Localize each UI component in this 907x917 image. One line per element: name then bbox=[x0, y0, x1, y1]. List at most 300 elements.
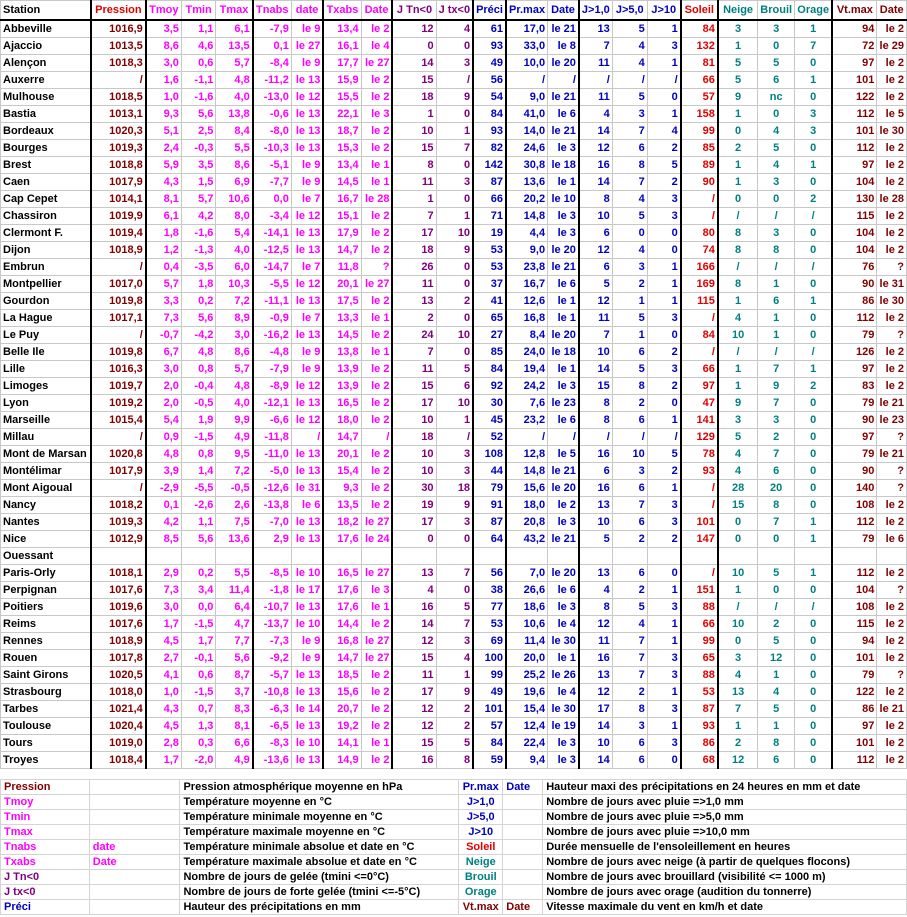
data-cell: -11,2 bbox=[253, 72, 292, 89]
station-name-cell: Bastia bbox=[1, 106, 91, 123]
data-cell: 85 bbox=[473, 344, 506, 361]
data-cell: 4 bbox=[612, 38, 647, 55]
data-cell: 1 bbox=[647, 20, 680, 38]
data-cell: 1018,3 bbox=[91, 55, 146, 72]
data-cell: 1 bbox=[647, 106, 680, 123]
column-header: Date bbox=[877, 1, 907, 21]
data-cell: le 2 bbox=[361, 327, 392, 344]
data-cell: 1 bbox=[795, 531, 833, 548]
data-cell: 13 bbox=[718, 684, 758, 701]
data-cell: 8,1 bbox=[146, 191, 182, 208]
data-cell: 112 bbox=[832, 140, 877, 157]
data-cell: le 2 bbox=[877, 378, 907, 395]
data-cell: le 9 bbox=[291, 344, 323, 361]
data-cell: 8,1 bbox=[216, 718, 253, 735]
column-header: J>10 bbox=[647, 1, 680, 21]
legend-key: Tmin bbox=[1, 810, 90, 825]
data-cell: 4 bbox=[718, 310, 758, 327]
data-cell: 5,6 bbox=[181, 310, 215, 327]
data-cell: le 2 bbox=[877, 72, 907, 89]
data-cell bbox=[506, 548, 548, 565]
data-cell: 9 bbox=[718, 89, 758, 106]
data-cell: / bbox=[681, 565, 718, 582]
data-cell: le 9 bbox=[291, 650, 323, 667]
legend-row bbox=[1, 795, 907, 810]
data-cell: 53 bbox=[473, 242, 506, 259]
data-cell: -1,3 bbox=[181, 242, 215, 259]
data-cell: -0,1 bbox=[181, 650, 215, 667]
data-cell: -1,6 bbox=[181, 225, 215, 242]
data-cell: 1020,5 bbox=[91, 667, 146, 684]
legend-key-date bbox=[503, 885, 543, 900]
data-cell: 5,4 bbox=[216, 225, 253, 242]
data-cell: le 2 bbox=[361, 395, 392, 412]
legend-key: Tnabs bbox=[1, 840, 90, 855]
data-cell: -8,3 bbox=[253, 735, 292, 752]
data-cell: 17,6 bbox=[323, 582, 361, 599]
station-name-cell: Ouessant bbox=[1, 548, 91, 565]
data-cell: 3 bbox=[436, 446, 473, 463]
data-cell: 0 bbox=[795, 752, 833, 769]
data-cell: 0,6 bbox=[181, 55, 215, 72]
data-cell: 122 bbox=[832, 89, 877, 106]
data-cell: 11,4 bbox=[216, 582, 253, 599]
data-cell: 13,4 bbox=[323, 20, 361, 38]
legend-description: Température maximale absolue et date en °C bbox=[180, 855, 459, 870]
data-cell: 1018,9 bbox=[91, 633, 146, 650]
data-cell: 45 bbox=[473, 412, 506, 429]
data-cell: 7 bbox=[612, 123, 647, 140]
data-cell: / bbox=[681, 310, 718, 327]
data-cell: 7 bbox=[758, 361, 795, 378]
data-cell: 16,7 bbox=[506, 276, 548, 293]
data-cell: 14 bbox=[579, 123, 612, 140]
data-cell: 14,4 bbox=[323, 616, 361, 633]
data-cell: 1 bbox=[795, 20, 833, 38]
data-cell: 1 bbox=[795, 361, 833, 378]
data-cell: 4,2 bbox=[181, 208, 215, 225]
data-cell: 1021,4 bbox=[91, 701, 146, 718]
data-cell: -5,1 bbox=[253, 157, 292, 174]
data-cell: 12 bbox=[579, 293, 612, 310]
station-name-cell: Toulouse bbox=[1, 718, 91, 735]
data-cell: le 13 bbox=[291, 225, 323, 242]
data-cell: -8,5 bbox=[253, 565, 292, 582]
column-header: J Tn<0 bbox=[392, 1, 436, 21]
data-cell: 0,0 bbox=[253, 191, 292, 208]
data-cell: 3 bbox=[647, 650, 680, 667]
data-cell: -1,5 bbox=[181, 616, 215, 633]
data-cell: 142 bbox=[473, 157, 506, 174]
data-cell: le 1 bbox=[361, 344, 392, 361]
data-cell: 3,5 bbox=[181, 157, 215, 174]
data-cell: 3 bbox=[436, 633, 473, 650]
data-cell: 2,7 bbox=[146, 650, 182, 667]
legend-description: Nombre de jours avec pluie =>1,0 mm bbox=[543, 795, 907, 810]
data-cell: le 2 bbox=[361, 446, 392, 463]
data-cell: 1 bbox=[647, 276, 680, 293]
data-cell: 10 bbox=[718, 565, 758, 582]
data-cell: 12 bbox=[392, 633, 436, 650]
data-cell: 19,2 bbox=[323, 718, 361, 735]
data-cell: 4 bbox=[718, 463, 758, 480]
data-cell: le 6 bbox=[548, 582, 579, 599]
data-cell: 10 bbox=[579, 208, 612, 225]
data-cell: 15,6 bbox=[323, 684, 361, 701]
data-cell: 15,4 bbox=[506, 701, 548, 718]
data-cell: 25,2 bbox=[506, 667, 548, 684]
data-cell: 2 bbox=[612, 276, 647, 293]
data-cell: -10,3 bbox=[253, 140, 292, 157]
data-cell: 13,6 bbox=[506, 174, 548, 191]
data-cell: le 27 bbox=[361, 650, 392, 667]
data-cell: 17 bbox=[392, 514, 436, 531]
data-cell: le 2 bbox=[877, 20, 907, 38]
data-cell: 0 bbox=[647, 327, 680, 344]
data-cell: 9 bbox=[436, 497, 473, 514]
data-cell: le 1 bbox=[548, 174, 579, 191]
data-cell: 6,1 bbox=[216, 20, 253, 38]
legend-description: Température minimale moyenne en °C bbox=[180, 810, 459, 825]
data-cell: 87 bbox=[473, 514, 506, 531]
data-cell: le 10 bbox=[291, 735, 323, 752]
data-cell: 101 bbox=[832, 650, 877, 667]
data-cell: le 2 bbox=[877, 497, 907, 514]
data-cell: 66 bbox=[681, 72, 718, 89]
data-cell: 6 bbox=[612, 752, 647, 769]
data-cell: 0 bbox=[647, 752, 680, 769]
table-row bbox=[1, 497, 907, 514]
data-cell: 1 bbox=[612, 327, 647, 344]
data-cell: le 13 bbox=[291, 106, 323, 123]
data-cell: le 7 bbox=[291, 310, 323, 327]
data-cell: 11 bbox=[579, 55, 612, 72]
legend-key: J tx<0 bbox=[1, 885, 90, 900]
data-cell: -6,3 bbox=[253, 701, 292, 718]
data-cell: 8 bbox=[579, 599, 612, 616]
data-cell: 1,2 bbox=[146, 242, 182, 259]
data-cell: le 3 bbox=[548, 735, 579, 752]
legend-key: Pr.max bbox=[459, 780, 503, 795]
data-cell: -13,7 bbox=[253, 616, 292, 633]
data-cell: -12,1 bbox=[253, 395, 292, 412]
data-cell: le 13 bbox=[291, 123, 323, 140]
data-cell: / bbox=[91, 429, 146, 446]
legend-key: Vt.max bbox=[459, 900, 503, 915]
data-cell: 24,6 bbox=[506, 140, 548, 157]
data-cell: 115 bbox=[681, 293, 718, 310]
legend-row bbox=[1, 885, 907, 900]
data-cell: 1,7 bbox=[181, 633, 215, 650]
data-cell: 2,5 bbox=[181, 123, 215, 140]
data-cell: 69 bbox=[473, 633, 506, 650]
data-cell: 0 bbox=[436, 344, 473, 361]
data-cell: 2 bbox=[612, 582, 647, 599]
legend-row bbox=[1, 810, 907, 825]
data-cell: 5 bbox=[647, 446, 680, 463]
data-cell: 30 bbox=[392, 480, 436, 497]
data-cell: 3 bbox=[647, 701, 680, 718]
data-cell: 13 bbox=[579, 565, 612, 582]
data-cell: 5 bbox=[612, 361, 647, 378]
data-cell: -7,0 bbox=[253, 514, 292, 531]
data-cell: 4 bbox=[392, 582, 436, 599]
data-cell: 1013,5 bbox=[91, 38, 146, 55]
data-cell: le 23 bbox=[877, 412, 907, 429]
table-row bbox=[1, 310, 907, 327]
legend-key-date: Date bbox=[89, 855, 180, 870]
column-header: Station bbox=[1, 1, 91, 21]
data-cell bbox=[877, 548, 907, 565]
legend-description: Nombre de jours avec pluie =>5,0 mm bbox=[543, 810, 907, 825]
data-cell: 2 bbox=[647, 344, 680, 361]
data-cell: -8,4 bbox=[253, 55, 292, 72]
data-cell: le 2 bbox=[361, 361, 392, 378]
data-cell: le 21 bbox=[548, 259, 579, 276]
data-cell: -3,5 bbox=[181, 259, 215, 276]
data-cell: 2 bbox=[612, 684, 647, 701]
data-cell: 3 bbox=[647, 735, 680, 752]
data-cell: -7,3 bbox=[253, 633, 292, 650]
legend-key-date bbox=[503, 795, 543, 810]
data-cell: 3 bbox=[795, 106, 833, 123]
data-cell: 17 bbox=[392, 395, 436, 412]
data-cell: 8,3 bbox=[216, 701, 253, 718]
data-cell: 0 bbox=[647, 395, 680, 412]
data-cell: 12,8 bbox=[506, 446, 548, 463]
data-cell: / bbox=[612, 429, 647, 446]
station-name-cell: Mulhouse bbox=[1, 89, 91, 106]
data-cell: 15 bbox=[579, 378, 612, 395]
data-cell: 17,6 bbox=[323, 599, 361, 616]
data-cell: 0 bbox=[795, 463, 833, 480]
column-header: Date bbox=[361, 1, 392, 21]
data-cell: 12 bbox=[758, 650, 795, 667]
data-cell: 1 bbox=[647, 412, 680, 429]
table-body bbox=[1, 20, 907, 769]
data-cell: 14,7 bbox=[323, 242, 361, 259]
data-cell: 3 bbox=[647, 497, 680, 514]
data-cell: 53 bbox=[473, 616, 506, 633]
data-cell: 0 bbox=[758, 531, 795, 548]
data-cell: 1,7 bbox=[146, 752, 182, 769]
data-cell: 13 bbox=[579, 497, 612, 514]
data-cell: 17,5 bbox=[323, 293, 361, 310]
data-cell: 4 bbox=[579, 582, 612, 599]
data-cell: / bbox=[795, 208, 833, 225]
data-cell: 0 bbox=[392, 531, 436, 548]
data-cell: le 12 bbox=[291, 208, 323, 225]
column-header: Vt.max bbox=[832, 1, 877, 21]
data-cell: -11,8 bbox=[253, 429, 292, 446]
table-row bbox=[1, 412, 907, 429]
data-cell: 1 bbox=[647, 684, 680, 701]
data-cell: 0 bbox=[795, 480, 833, 497]
data-cell: 14,7 bbox=[323, 650, 361, 667]
legend-key: J>1,0 bbox=[459, 795, 503, 810]
data-cell: 0 bbox=[795, 55, 833, 72]
data-cell: 18,2 bbox=[323, 514, 361, 531]
data-cell bbox=[681, 548, 718, 565]
data-cell: 2 bbox=[718, 735, 758, 752]
table-row bbox=[1, 89, 907, 106]
data-cell: le 2 bbox=[361, 89, 392, 106]
data-cell: 8 bbox=[579, 395, 612, 412]
data-cell: 1 bbox=[795, 157, 833, 174]
station-name-cell: Bordeaux bbox=[1, 123, 91, 140]
data-cell: 0 bbox=[795, 327, 833, 344]
data-cell: le 20 bbox=[548, 327, 579, 344]
data-cell: ? bbox=[877, 259, 907, 276]
data-cell: -1,1 bbox=[181, 72, 215, 89]
data-cell: 0 bbox=[795, 718, 833, 735]
data-cell: 20,1 bbox=[323, 446, 361, 463]
data-cell: le 30 bbox=[548, 701, 579, 718]
data-cell: 5 bbox=[718, 55, 758, 72]
station-name-cell: Belle Ile bbox=[1, 344, 91, 361]
table-row bbox=[1, 395, 907, 412]
data-cell: 0 bbox=[436, 276, 473, 293]
table-row bbox=[1, 174, 907, 191]
data-cell: 1,1 bbox=[181, 514, 215, 531]
data-cell: 6 bbox=[612, 140, 647, 157]
data-cell: 1015,4 bbox=[91, 412, 146, 429]
data-cell: le 3 bbox=[548, 208, 579, 225]
legend-key-date bbox=[89, 900, 180, 915]
data-cell: 19 bbox=[473, 225, 506, 242]
data-cell: 1 bbox=[795, 565, 833, 582]
data-cell: 5,6 bbox=[181, 106, 215, 123]
legend-description: Hauteur des précipitations en mm bbox=[180, 900, 459, 915]
data-cell: 132 bbox=[681, 38, 718, 55]
column-header: Tnabs bbox=[253, 1, 292, 21]
data-cell: 16,5 bbox=[323, 395, 361, 412]
data-cell: 4,7 bbox=[216, 616, 253, 633]
data-cell: le 14 bbox=[291, 701, 323, 718]
data-cell: -8,9 bbox=[253, 378, 292, 395]
data-cell: 1017,9 bbox=[91, 174, 146, 191]
data-cell: 0 bbox=[436, 38, 473, 55]
data-cell: 92 bbox=[473, 378, 506, 395]
data-cell: 13,8 bbox=[216, 106, 253, 123]
data-cell: le 2 bbox=[877, 157, 907, 174]
data-cell: 115 bbox=[832, 616, 877, 633]
data-cell: 79 bbox=[832, 446, 877, 463]
data-cell: 3 bbox=[718, 650, 758, 667]
data-cell: -14,7 bbox=[253, 259, 292, 276]
column-header: J tx<0 bbox=[436, 1, 473, 21]
data-cell: 1 bbox=[718, 38, 758, 55]
data-cell: 49 bbox=[473, 684, 506, 701]
data-cell: 44 bbox=[473, 463, 506, 480]
station-name-cell: Mont Aigoual bbox=[1, 480, 91, 497]
data-cell: 5 bbox=[647, 157, 680, 174]
data-cell: 1019,8 bbox=[91, 293, 146, 310]
data-cell: 166 bbox=[681, 259, 718, 276]
data-cell bbox=[392, 548, 436, 565]
data-cell: 1018,5 bbox=[91, 89, 146, 106]
data-cell: 1019,9 bbox=[91, 208, 146, 225]
data-cell: 11 bbox=[392, 276, 436, 293]
data-cell: 5 bbox=[436, 361, 473, 378]
data-cell: 5,5 bbox=[216, 565, 253, 582]
table-row bbox=[1, 531, 907, 548]
data-cell: 4 bbox=[758, 123, 795, 140]
data-cell: 140 bbox=[832, 480, 877, 497]
data-cell: 0,8 bbox=[181, 446, 215, 463]
data-cell: 1019,0 bbox=[91, 735, 146, 752]
data-cell: 1,8 bbox=[181, 276, 215, 293]
data-cell: 16 bbox=[392, 752, 436, 769]
legend-key: Soleil bbox=[459, 840, 503, 855]
data-cell: 7 bbox=[392, 344, 436, 361]
data-cell: 5 bbox=[758, 140, 795, 157]
legend-key-date bbox=[503, 840, 543, 855]
data-cell: 1 bbox=[718, 174, 758, 191]
data-cell: 1 bbox=[758, 667, 795, 684]
data-cell: 3 bbox=[647, 514, 680, 531]
data-cell: / bbox=[506, 429, 548, 446]
data-cell: 1017,6 bbox=[91, 616, 146, 633]
data-cell: 19,4 bbox=[506, 361, 548, 378]
data-cell: 1 bbox=[647, 293, 680, 310]
data-cell: 1019,2 bbox=[91, 395, 146, 412]
data-cell: 1 bbox=[436, 208, 473, 225]
data-cell: -7,9 bbox=[253, 20, 292, 38]
data-cell: 6 bbox=[758, 72, 795, 89]
data-cell: 112 bbox=[832, 310, 877, 327]
table-row bbox=[1, 140, 907, 157]
data-cell: 104 bbox=[832, 225, 877, 242]
data-cell: le 2 bbox=[548, 497, 579, 514]
data-cell: le 12 bbox=[291, 378, 323, 395]
data-cell: / bbox=[718, 208, 758, 225]
data-cell bbox=[647, 548, 680, 565]
data-cell: 99 bbox=[681, 633, 718, 650]
data-cell: le 2 bbox=[877, 735, 907, 752]
data-cell: 0 bbox=[647, 242, 680, 259]
data-cell: 26,6 bbox=[506, 582, 548, 599]
data-cell: le 20 bbox=[548, 565, 579, 582]
data-cell: 101 bbox=[473, 701, 506, 718]
data-cell: 100 bbox=[473, 650, 506, 667]
data-cell: -0,9 bbox=[253, 310, 292, 327]
data-cell: le 3 bbox=[548, 514, 579, 531]
data-cell: 10 bbox=[579, 514, 612, 531]
data-cell: 12 bbox=[392, 718, 436, 735]
data-cell: 2,0 bbox=[146, 395, 182, 412]
data-cell: 0 bbox=[436, 531, 473, 548]
data-cell: -1,5 bbox=[181, 684, 215, 701]
station-name-cell: Clermont F. bbox=[1, 225, 91, 242]
legend-row bbox=[1, 900, 907, 915]
data-cell: 3 bbox=[647, 38, 680, 55]
data-cell: 84 bbox=[681, 327, 718, 344]
data-cell: / bbox=[795, 599, 833, 616]
data-cell: le 1 bbox=[361, 157, 392, 174]
data-cell: 5 bbox=[612, 20, 647, 38]
data-cell: 15 bbox=[392, 140, 436, 157]
data-cell: 57 bbox=[681, 89, 718, 106]
data-cell: le 2 bbox=[877, 752, 907, 769]
data-cell: 7,2 bbox=[216, 463, 253, 480]
data-cell: 1020,8 bbox=[91, 446, 146, 463]
data-cell: 7,6 bbox=[506, 395, 548, 412]
data-cell: 1016,3 bbox=[91, 361, 146, 378]
data-cell: 6 bbox=[612, 565, 647, 582]
data-cell: 126 bbox=[832, 344, 877, 361]
data-cell: 8 bbox=[612, 378, 647, 395]
